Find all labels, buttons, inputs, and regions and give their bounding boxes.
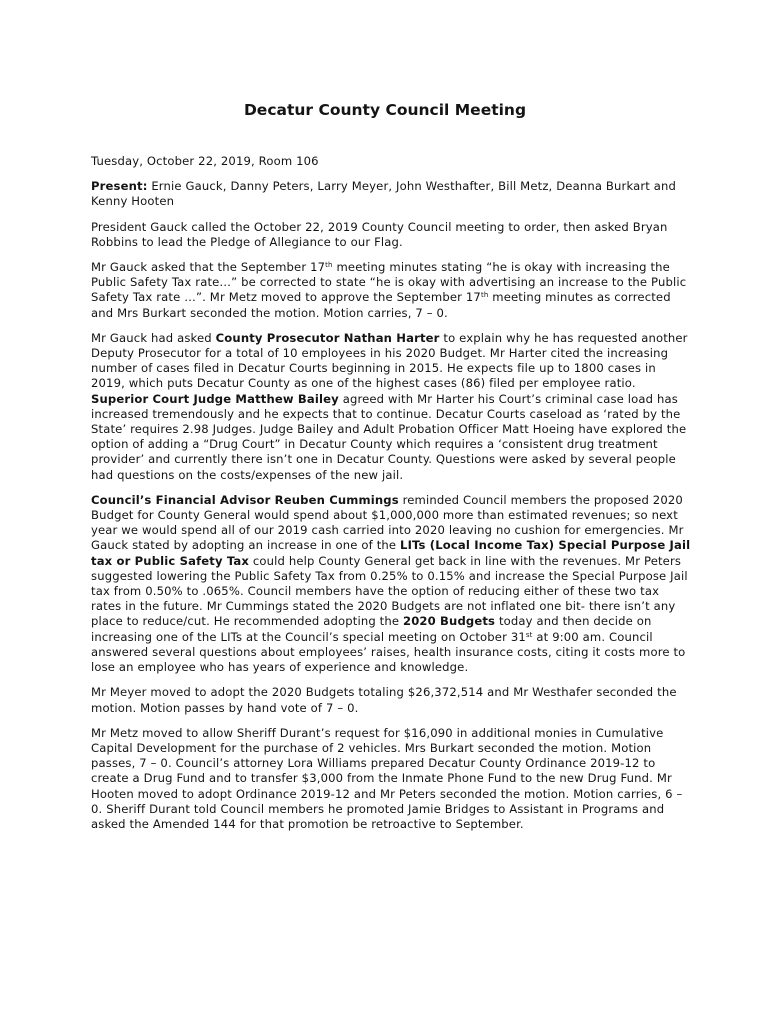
- bold-term: 2020 Budgets: [403, 614, 496, 629]
- prosecutor-paragraph: [91, 331, 691, 483]
- present-label: Present:: [91, 179, 148, 194]
- text-run: Mr Gauck asked that the September 17: [91, 260, 326, 275]
- text-run: at 9:00 am. Council answered several questions about employees’ raises, health insurance costs, citing it costs more to lose an employee who has years of experience and knowledge.: [91, 629, 686, 675]
- ordinal-suffix: th: [325, 261, 333, 270]
- bold-term: LITs (Local Income Tax) Special Purpose Jail tax or Public Safety Tax: [91, 538, 691, 568]
- bold-name: Superior Court Judge Matthew Bailey: [91, 391, 339, 406]
- bold-name: Council’s Financial Advisor Reuben Cummings: [91, 492, 399, 507]
- text-run: today and then decide on increasing one of the LITs at the Council’s special meeting on October 31: [91, 614, 652, 644]
- text-run: could help County General get back in line with the revenues. Mr Peters suggested lowering the Public Safety Tax from 0.25% to 0.15% and increase the Special Purpose Jail tax from 0.50% to .065%. Council members have the option of reducing either of these two tax rates in the future. Mr Cummings stated the 2020 Budgets are not inflated one bit- there isn’t any place to reduce/cut. He recommended adopting the: [91, 553, 688, 629]
- text-run: to explain why he has requested another Deputy Prosecutor for a total of 10 employees in his 2020 Budget. Mr Harter cited the increasing number of cases filed in Decatur Courts beginning in 2015. He expects file up to 1800 cases in 2019, which puts Decatur County as one of the highest cases (86) filed per employee ratio.: [91, 330, 688, 391]
- budget-vote-paragraph: Mr Meyer moved to adopt the 2020 Budgets totaling $26,372,514 and Mr Westhafer seconded the motion. Motion passes by hand vote of 7 – 0.: [91, 685, 677, 715]
- text-run: meeting minutes as corrected and Mrs Burkart seconded the motion. Motion carries, 7 – 0.: [91, 290, 671, 320]
- text-run: agreed with Mr Harter his Court’s criminal case load has increased tremendously and he expects that to continue. Decatur Courts caseload as ‘rated by the State’ requires 2.98 Judges. Judge Bailey and Adult Probation Officer Matt Hoeing have explored the option of adding a “Drug Court” in Decatur County which requires a ‘consistent drug treatment provider’ and currently there isn’t one in Decatur County. Questions were asked by several people had questions on the costs/expenses of the new jail.: [91, 391, 687, 482]
- financial-advisor-paragraph: [91, 493, 691, 675]
- text-run: meeting minutes stating “he is okay with increasing the Public Safety Tax rate…” be corrected to state “he is okay with advertising an increase to the Public Safety Tax rate …”. Mr Metz moved to approve the September 17: [91, 260, 687, 305]
- document-title: Decatur County Council Meeting: [243, 101, 527, 119]
- bold-name: County Prosecutor Nathan Harter: [215, 330, 440, 345]
- sheriff-request-paragraph: Mr Metz moved to allow Sheriff Durant’s request for $16,090 in additional monies in Cumulative Capital Development for the purchase of 2 vehicles. Mrs Burkart seconded the motion. Motion passes, 7 – 0. Council’s attorney Lora Williams prepared Decatur County Ordinance 2019-12 to create a Drug Fund and to transfer $3,000 from the Inmate Phone Fund to the new Drug Fund. Mr Hooten moved to adopt Ordinance 2019-12 and Mr Peters seconded the motion. Motion carries, 6 – 0. Sheriff Durant told Council members he promoted Jamie Bridges to Assistant in Programs and asked the Amended 144 for that promotion be retroactive to September.: [91, 725, 683, 831]
- ordinal-suffix: th: [480, 291, 489, 300]
- attendance-paragraph: [91, 179, 691, 209]
- minutes-correction-paragraph: [91, 260, 691, 321]
- ordinal-suffix: st: [525, 630, 533, 639]
- document-body: [91, 154, 691, 842]
- present-names: Ernie Gauck, Danny Peters, Larry Meyer, John Westhafter, Bill Metz, Deanna Burkart and Kenny Hooten: [91, 179, 677, 209]
- text-run: Mr Gauck had asked: [91, 330, 216, 345]
- meeting-date-line: Tuesday, October 22, 2019, Room 106: [91, 154, 319, 168]
- text-run: reminded Council members the proposed 2020 Budget for County General would spend about $1,000,000 more than estimated revenues; so next year we would spend all of our 2019 cash carried into 2020 leaving no cushion for emergencies. Mr Gauck stated by adopting an increase in one of the: [91, 492, 684, 553]
- call-to-order-paragraph: President Gauck called the October 22, 2019 County Council meeting to order, then asked Bryan Robbins to lead the Pledge of Allegiance to our Flag.: [91, 219, 668, 249]
